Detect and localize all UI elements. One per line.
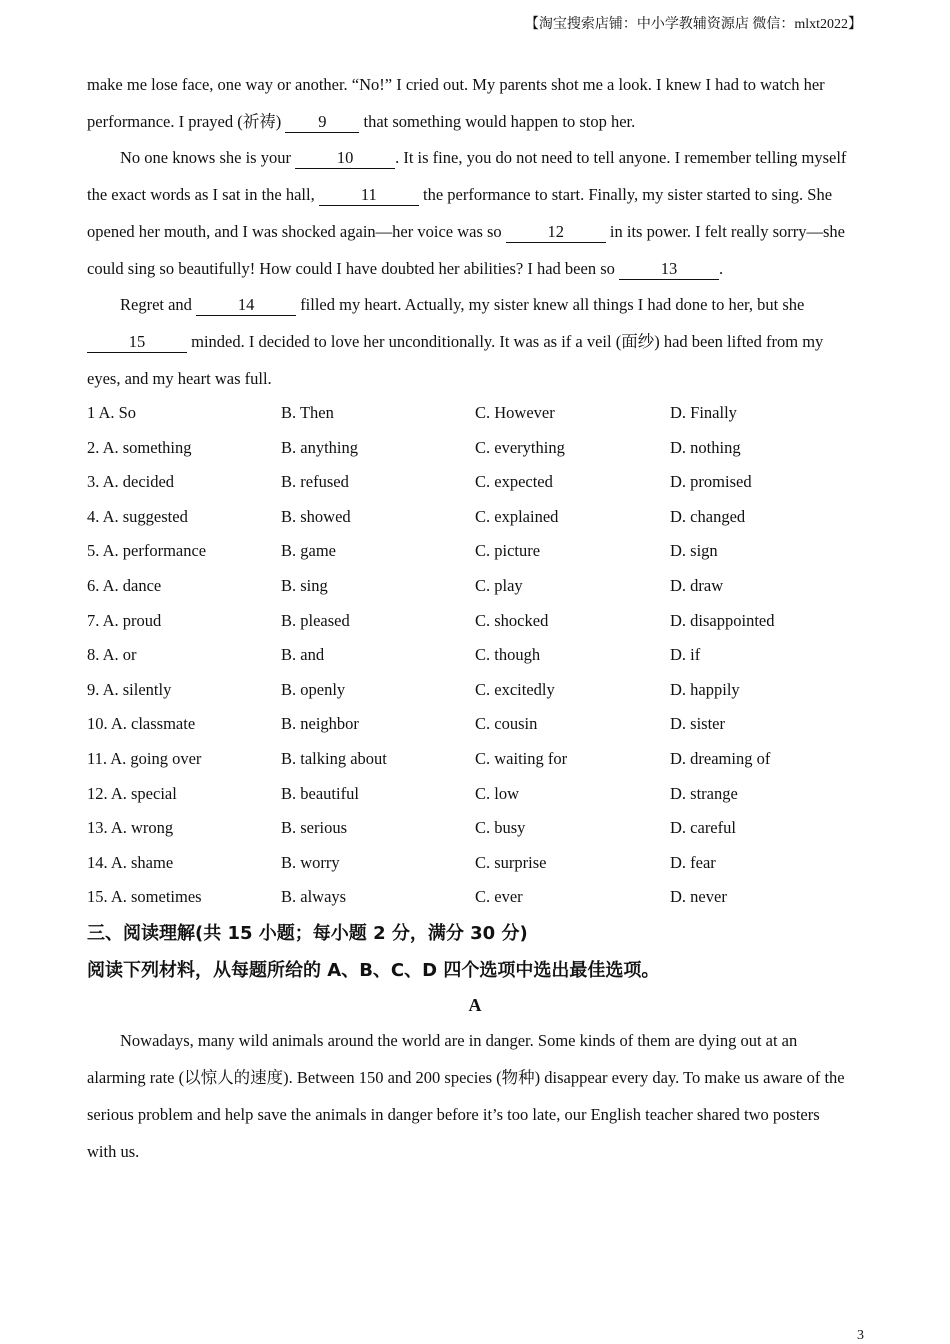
option-row [87, 534, 867, 569]
option-choice: C. ever [475, 887, 523, 907]
text-line: with us. [87, 1142, 140, 1161]
option-row [87, 880, 867, 915]
option-choice: B. always [281, 887, 347, 907]
option-choice: D. promised [670, 472, 752, 492]
section-title: 三、阅读理解(共 15 小题；每小题 2 分，满分 30 分) [87, 923, 528, 944]
option-choice: D. sister [670, 714, 725, 734]
option-choice: D. fear [670, 852, 716, 872]
text-line: serious problem and help save the animals in danger before it’s too late, our English teacher shared two posters [87, 1105, 820, 1124]
option-choice: 14. A. shame [87, 852, 174, 872]
option-choice: C. However [475, 403, 555, 422]
blank-11: 11 [319, 185, 419, 206]
text-line: Nowadays, many wild animals around the world are in danger. Some kinds of them are dying out at an [120, 1031, 798, 1050]
paragraph-1 [87, 66, 862, 140]
option-choice: 3. A. decided [87, 472, 175, 492]
blank-9: 9 [285, 112, 359, 133]
option-choice: B. openly [281, 679, 346, 699]
section-instruction: 阅读下列材料，从每题所给的 A、B、C、D 四个选项中选出最佳选项。 [87, 960, 660, 981]
option-choice: D. nothing [670, 437, 741, 457]
option-choice: C. play [475, 575, 523, 595]
option-choice: C. waiting for [475, 748, 568, 768]
answer-options [87, 396, 867, 915]
text-line: performance. I prayed (祈祷) 9 that something would happen to stop her. [87, 112, 636, 131]
option-choice: C. though [475, 645, 541, 665]
option-choice: C. explained [475, 506, 559, 526]
option-choice: C. excitedly [475, 679, 555, 699]
option-row [87, 500, 867, 535]
option-choice: D. happily [670, 679, 740, 699]
paragraph-3 [87, 286, 862, 397]
option-choice: 13. A. wrong [87, 818, 174, 838]
blank-14: 14 [196, 295, 296, 316]
option-row [87, 604, 867, 639]
text-line: No one knows she is your 10 . It is fine, you do not need to tell anyone. I remember telling myself [120, 148, 847, 167]
text-line: eyes, and my heart was full. [87, 369, 272, 388]
option-row [87, 846, 867, 881]
option-choice: D. sign [670, 541, 718, 561]
option-choice: B. talking about [281, 748, 387, 768]
option-choice: 12. A. special [87, 783, 177, 803]
option-choice: C. surprise [475, 852, 547, 872]
option-choice: C. low [475, 783, 520, 803]
option-choice: D. dreaming of [670, 748, 771, 768]
option-choice: B. serious [281, 818, 347, 838]
option-choice: 1 A. So [87, 403, 137, 422]
option-row [87, 465, 867, 500]
option-choice: B. neighbor [281, 714, 359, 734]
text-line: the exact words as I sat in the hall, 11 the performance to start. Finally, my sister started to sing. She [87, 185, 833, 204]
text-line: opened her mouth, and I was shocked again—her voice was so 12 in its power. I felt really sorry—she [87, 222, 845, 241]
option-choice: D. careful [670, 818, 736, 838]
option-choice: C. picture [475, 541, 541, 561]
passage-a [87, 1022, 862, 1170]
text-line: 15 minded. I decided to love her unconditionally. It was as if a veil (面纱) had been lifted from my [87, 323, 862, 360]
option-row [87, 707, 867, 742]
option-choice: B. pleased [281, 610, 350, 630]
option-choice: D. if [670, 645, 701, 665]
page-number: 3 [857, 1328, 864, 1343]
option-choice: C. cousin [475, 714, 538, 734]
option-choice: 9. A. silently [87, 679, 172, 699]
blank-12: 12 [506, 222, 606, 243]
option-row [87, 569, 867, 604]
option-choice: 15. A. sometimes [87, 887, 202, 907]
option-choice: C. busy [475, 818, 526, 838]
text-line: Regret and 14 filled my heart. Actually, my sister knew all things I had done to her, but she [120, 295, 805, 314]
option-choice: B. showed [281, 506, 351, 526]
option-choice: D. disappointed [670, 610, 775, 630]
blank-15: 15 [87, 332, 187, 353]
option-choice: B. sing [281, 575, 328, 595]
option-row [87, 431, 867, 466]
option-choice: 10. A. classmate [87, 714, 196, 734]
option-choice: B. refused [281, 472, 349, 492]
option-row [87, 673, 867, 708]
option-choice: 2. A. something [87, 437, 192, 457]
option-choice: 6. A. dance [87, 575, 162, 595]
option-row [87, 396, 867, 431]
option-choice: B. and [281, 645, 325, 665]
option-choice: 5. A. performance [87, 541, 207, 561]
option-choice: B. Then [281, 403, 334, 422]
option-choice: B. game [281, 541, 336, 561]
blank-13: 13 [619, 259, 719, 280]
paragraph-2 [87, 139, 862, 287]
option-choice: C. expected [475, 472, 553, 492]
option-row [87, 742, 867, 777]
option-choice: D. changed [670, 506, 746, 526]
option-choice: D. draw [670, 575, 724, 595]
page-header: 【淘宝搜索店铺：中小学教辅资源店 微信：mlxt2022】 [524, 17, 862, 32]
option-choice: B. worry [281, 852, 340, 872]
option-choice: B. beautiful [281, 783, 359, 803]
text-line: alarming rate (以惊人的速度). Between 150 and 200 species (物种) disappear every day. To make us aware of the [87, 1068, 845, 1087]
option-choice: 11. A. going over [87, 748, 202, 768]
passage-label: A [468, 995, 482, 1015]
option-choice: D. never [670, 887, 727, 907]
option-choice: B. anything [281, 437, 358, 457]
option-row [87, 638, 867, 673]
text-line: make me lose face, one way or another. “No!” I cried out. My parents shot me a look. I knew I had to watch her [87, 75, 825, 94]
blank-10: 10 [295, 148, 395, 169]
option-choice: 7. A. proud [87, 610, 162, 630]
option-choice: D. Finally [670, 403, 737, 422]
option-choice: D. strange [670, 783, 738, 803]
option-choice: 8. A. or [87, 645, 137, 665]
text-line: could sing so beautifully! How could I have doubted her abilities? I had been so 13 . [87, 259, 724, 278]
option-row [87, 811, 867, 846]
option-row [87, 777, 867, 812]
option-choice: C. shocked [475, 610, 549, 630]
option-choice: C. everything [475, 437, 565, 457]
option-choice: 4. A. suggested [87, 506, 188, 526]
